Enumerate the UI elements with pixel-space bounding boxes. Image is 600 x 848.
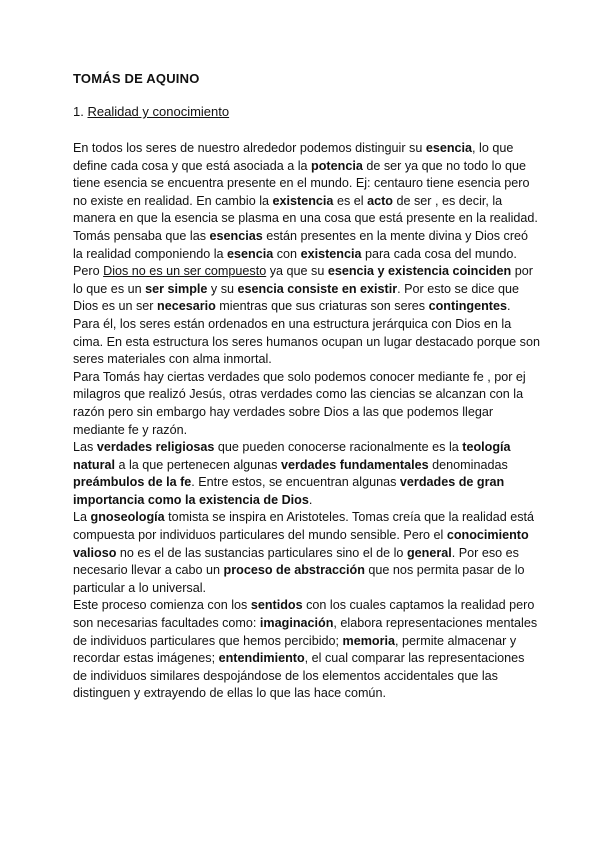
text-run: Pero bbox=[73, 264, 104, 279]
bold-term: potencia bbox=[311, 158, 363, 173]
text-run: con bbox=[273, 246, 301, 261]
bold-term: entendimiento bbox=[218, 651, 305, 666]
text-run: . Por eso es necesario llevar a cabo un bbox=[73, 545, 519, 578]
bold-term: gnoseología bbox=[90, 510, 165, 525]
paragraph bbox=[73, 509, 540, 597]
text-run: están presentes en la mente divina y Dios creó la realidad componiendo la bbox=[73, 228, 529, 261]
text-run: La bbox=[73, 510, 91, 525]
bold-term: acto bbox=[367, 193, 393, 208]
paragraph bbox=[73, 140, 540, 263]
bold-term: esencia bbox=[227, 246, 274, 261]
text-run: con los cuales captamos la realidad pero son necesarias facultades como: bbox=[73, 598, 535, 631]
text-run: mientras que sus criaturas son seres bbox=[215, 299, 429, 314]
text-run: . bbox=[506, 299, 511, 314]
text-run: para cada cosa del mundo. bbox=[361, 246, 517, 261]
underlined-phrase: Dios no es un ser compuesto bbox=[103, 264, 267, 279]
text-run: . bbox=[308, 492, 313, 507]
bold-term: existencia bbox=[300, 246, 362, 261]
bold-term: sentidos bbox=[250, 598, 303, 613]
text-run: es el bbox=[333, 193, 368, 208]
bold-term: esencia bbox=[425, 141, 473, 155]
text-run: y su bbox=[207, 281, 238, 296]
text-run: Para Tomás hay ciertas verdades que solo podemos conocer mediante fe , por ej milagros que realizó Jesús, otras verdades como las ciencias se alcanzan con la razón pero sin embargo hay verdades sobre Dios a las que podemos llegar mediante fe y razón. bbox=[73, 369, 526, 437]
text-run: denominadas bbox=[428, 457, 508, 472]
bold-term: ser simple bbox=[145, 281, 208, 296]
text-run: Las bbox=[73, 440, 97, 455]
text-run: En todos los seres de nuestro alrededor podemos distinguir su bbox=[73, 141, 426, 155]
bold-term: esencias bbox=[209, 228, 263, 243]
bold-term: contingentes bbox=[428, 299, 507, 314]
text-run: ya que su bbox=[266, 264, 328, 279]
document-title: TOMÁS DE AQUINO bbox=[73, 71, 200, 86]
text-run: de ser , es decir, la manera en que la esencia se plasma en una cosa que está presente en la realidad. Tomás pensaba que las bbox=[73, 193, 538, 243]
bold-term: esencia y existencia coinciden bbox=[327, 264, 512, 279]
bold-term: general bbox=[406, 545, 452, 560]
section-heading bbox=[73, 104, 540, 119]
text-run: no es el de las sustancias particulares sino el de lo bbox=[116, 545, 407, 560]
body-text bbox=[73, 140, 540, 703]
bold-term: verdades fundamentales bbox=[280, 457, 429, 472]
text-run: de ser ya que no todo lo que tiene esencia se encuentra presente en el mundo. Ej: centauro tiene esencia pero no existe en realidad. En cambio la bbox=[73, 158, 530, 208]
bold-term: verdades religiosas bbox=[96, 440, 215, 455]
paragraph bbox=[73, 316, 540, 369]
bold-term: conocimiento valioso bbox=[73, 528, 529, 560]
text-run: que pueden conocerse racionalmente es la bbox=[214, 440, 463, 455]
text-run: , permite almacenar y recordar estas imágenes; bbox=[73, 633, 517, 666]
bold-term: necesario bbox=[157, 299, 216, 314]
text-run: por lo que es un bbox=[73, 264, 533, 296]
bold-term: preámbulos de la fe bbox=[73, 475, 192, 490]
text-run: tomista se inspira en Aristoteles. Tomas creía que la realidad está compuesta por individuos particulares del mundo sensible. Pero el bbox=[73, 510, 535, 543]
bold-term: esencia consiste en existir bbox=[237, 281, 398, 296]
paragraph bbox=[73, 439, 540, 509]
text-run: a la que pertenecen algunas bbox=[115, 457, 281, 472]
paragraph bbox=[73, 369, 540, 439]
text-run: Para él, los seres están ordenados en una estructura jerárquica con Dios en la cima. En esta estructura los seres humanos ocupan un lugar destacado porque son seres materiales con alma inmortal. bbox=[73, 316, 540, 367]
text-run: , el cual comparar las representaciones de individuos similares despojándose de los elementos accidentales que las distinguen y extrayendo de ellas lo que las hace común. bbox=[73, 651, 525, 701]
bold-term: existencia bbox=[272, 193, 334, 208]
section-title: Realidad y conocimiento bbox=[87, 104, 230, 119]
text-run: , lo que define cada cosa y que está asociada a la bbox=[73, 141, 514, 173]
section-number: 1. bbox=[73, 104, 88, 119]
bold-term: verdades de gran importancia como la existencia de Dios bbox=[73, 475, 505, 507]
paragraph bbox=[73, 263, 540, 316]
text-run: que nos permita pasar de lo particular a lo universal. bbox=[73, 563, 525, 595]
text-run: , elabora representaciones mentales de individuos particulares que hemos percibido; bbox=[73, 616, 538, 648]
bold-term: imaginación bbox=[259, 616, 334, 631]
text-run: Este proceso comienza con los bbox=[73, 598, 251, 613]
bold-term: memoria bbox=[342, 633, 396, 648]
paragraph bbox=[73, 597, 540, 703]
text-run: . Por esto se dice que Dios es un ser bbox=[73, 281, 519, 314]
bold-term: proceso de abstracción bbox=[223, 563, 365, 578]
bold-term: teología natural bbox=[73, 440, 511, 472]
text-run: . Entre estos, se encuentran algunas bbox=[191, 475, 400, 490]
